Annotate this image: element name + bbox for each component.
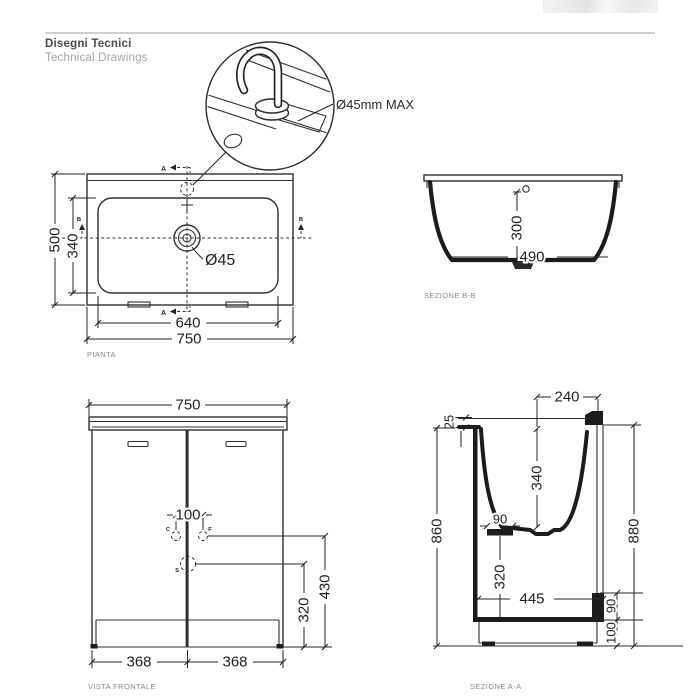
callout-label: Ø45mm MAX [336,97,415,112]
marker-b-left: B [76,217,82,223]
front-marker-f: F [208,527,212,533]
front-caption: VISTA FRONTALE [88,682,156,691]
front-handle-left [128,442,148,447]
front-countertop [89,417,287,430]
front-view [86,397,334,692]
plan-caption: PIANTA [87,350,116,359]
detail-callout [193,42,414,185]
marker-a-top-arrow [170,165,176,171]
plan-countertop [87,174,293,305]
plan-dim-340: 340 [64,233,82,259]
aa-dim-860: 860 [428,518,446,544]
marker-b-left-arrow [79,224,85,230]
section-bb-view [424,175,622,300]
marker-a-top: A [161,166,167,173]
plan-basin [98,198,278,293]
front-handle-right [226,442,246,447]
marker-a-bottom: A [161,310,167,317]
aa-caption: SEZIONE A-A [470,682,522,691]
plan-dim-640: 640 [175,314,201,332]
aa-back-deck [585,411,603,425]
aa-dim-240: 240 [554,388,580,406]
plan-view [47,165,313,360]
front-dim-320: 320 [295,597,313,623]
aa-dim-445: 445 [519,590,545,608]
front-hole-f [199,532,208,541]
front-dim-750: 750 [175,396,201,414]
bb-caption: SEZIONE B-B [424,291,476,300]
front-dim-368-right: 368 [222,653,248,671]
callout-leader [298,104,333,121]
plan-dim-750: 750 [176,330,202,348]
marker-b-right-arrow [298,224,304,230]
aa-dim-880: 880 [625,518,643,544]
front-door-gap [186,430,189,647]
plan-dim-drain: Ø45 [205,252,236,269]
plan-dim-500: 500 [46,227,64,253]
front-dim-430: 430 [316,574,334,600]
bb-dim-300: 300 [508,215,526,241]
bb-overflow-hole [523,186,529,192]
section-aa-view [429,389,684,692]
page-title: Disegni Tecnici [45,38,132,50]
aa-dim-90-bracket: 90 [492,511,508,527]
aa-dim-320: 320 [491,564,509,590]
front-foot-right [277,644,284,649]
overflow-hole [222,132,243,150]
aa-dim-90-back: 90 [603,598,619,614]
aa-dim-100: 100 [603,622,619,644]
front-hole-c [172,532,181,541]
aa-dim-25: 25 [441,414,457,430]
bb-dim-490: 490 [519,248,545,266]
front-foot-left [91,644,98,649]
aa-foot-front [482,642,495,647]
front-marker-c: C [165,527,171,533]
aa-front-wall [473,425,478,620]
page-subtitle: Technical Drawings [45,52,148,64]
aa-back-panel-block [592,593,604,619]
aa-trap-bracket [487,529,513,536]
marker-b-right: B [298,217,304,223]
bb-rim [424,175,622,181]
front-dim-100: 100 [175,506,201,524]
front-dim-368-left: 368 [126,653,152,671]
aa-dim-340: 340 [528,465,546,491]
aa-foot-back [577,642,593,647]
front-marker-s: S [175,568,179,574]
aa-bottom-panel [473,617,604,622]
